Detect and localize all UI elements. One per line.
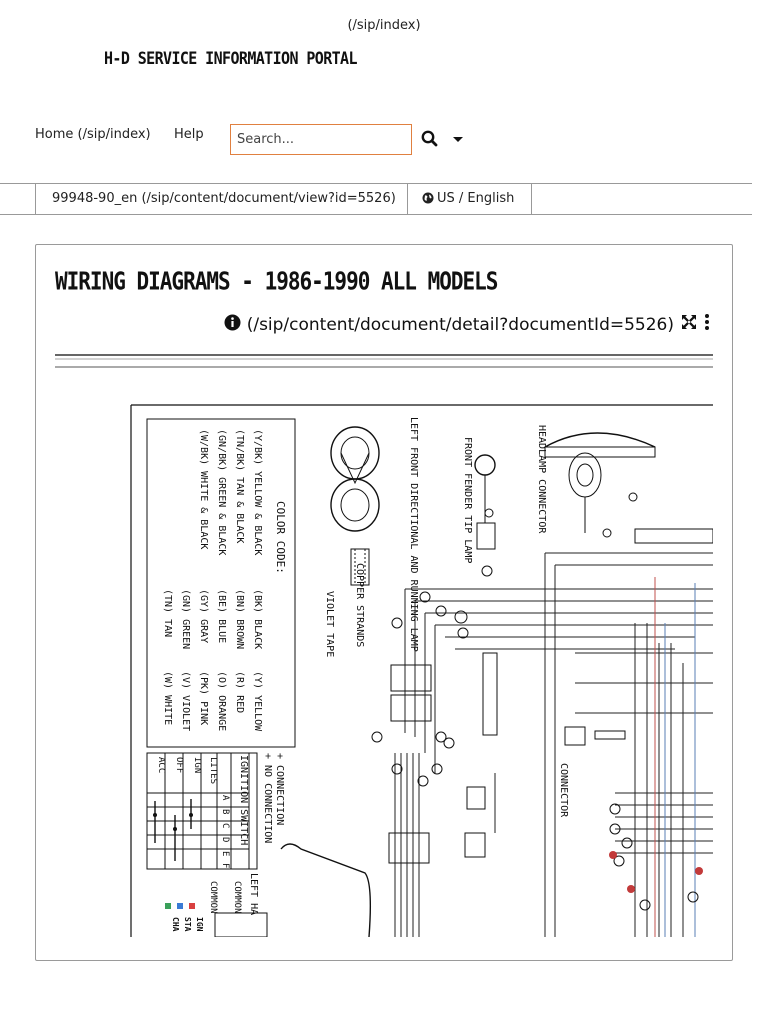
color-code-be — [216, 589, 227, 643]
svg-text:HEADLAMP CONNECTOR: HEADLAMP CONNECTOR — [536, 425, 547, 534]
common-label-2 — [208, 881, 218, 914]
portal-brand-title[interactable]: H-D SERVICE INFORMATION PORTAL — [104, 48, 357, 69]
ign-col-f — [220, 863, 230, 868]
svg-text:(BK) BLACK: (BK) BLACK — [252, 589, 263, 650]
color-code-1 — [252, 429, 263, 555]
svg-text:(PK) PINK: (PK) PINK — [198, 671, 209, 726]
svg-text:(O) ORANGE: (O) ORANGE — [216, 671, 227, 732]
headlamp — [545, 433, 713, 543]
front-fender-tip-label — [462, 437, 473, 563]
no-connection-label — [262, 753, 273, 843]
handlebar-lever — [281, 844, 370, 937]
color-code-4 — [198, 429, 209, 549]
switch-block — [467, 787, 485, 809]
color-code-3 — [216, 429, 227, 555]
svg-text:(BE) BLUE: (BE) BLUE — [216, 589, 227, 644]
copper-strands-label — [354, 563, 365, 647]
connector-label — [558, 763, 569, 818]
harness-clip — [483, 653, 497, 735]
red-terminal-1 — [609, 851, 617, 859]
search-input[interactable] — [230, 124, 412, 155]
svg-text:FRONT FENDER TIP LAMP: FRONT FENDER TIP LAMP — [462, 437, 473, 564]
color-code-tn — [162, 589, 173, 637]
svg-text:F: F — [220, 863, 230, 869]
svg-text:IGN: IGN — [195, 917, 204, 932]
svg-text:D: D — [220, 837, 230, 843]
svg-text:(TN/BK) TAN & BLACK: (TN/BK) TAN & BLACK — [234, 429, 245, 544]
svg-text:COMMON: COMMON — [232, 881, 242, 914]
svg-text:OFF: OFF — [174, 757, 184, 774]
left-handlebar-label — [248, 873, 259, 915]
svg-text:(GN) GREEN: (GN) GREEN — [180, 589, 191, 650]
svg-text:ACC: ACC — [156, 757, 166, 774]
svg-text:LEFT FRONT DIRECTIONAL AND RUN: LEFT FRONT DIRECTIONAL AND RUNNING LAMP — [408, 417, 419, 652]
red-terminal-3 — [695, 867, 703, 875]
svg-text:LITES: LITES — [208, 757, 218, 785]
sta-legend-label — [183, 917, 192, 932]
language-selector[interactable] — [407, 184, 532, 214]
svg-text:COMMON: COMMON — [208, 881, 218, 914]
ign-col-a — [220, 795, 230, 801]
document-bar — [0, 183, 752, 215]
svg-text:C: C — [220, 823, 230, 829]
ign-row-off — [174, 757, 184, 773]
svg-text:IGNITION SWITCH: IGNITION SWITCH — [238, 755, 249, 846]
svg-text:(R) RED: (R) RED — [234, 671, 245, 714]
panel-title: WIRING DIAGRAMS - 1986-1990 ALL MODELS — [55, 267, 498, 296]
document-detail-row — [224, 313, 710, 336]
svg-text:E: E — [220, 851, 230, 857]
color-code-bk — [252, 589, 263, 649]
svg-text:CONNECTOR: CONNECTOR — [558, 763, 569, 818]
ign-row-ign — [192, 757, 202, 773]
switch-housing-left — [215, 913, 267, 937]
document-detail-link[interactable]: (/sip/content/document/detail?documentId=5526) — [246, 314, 674, 335]
ign-col-e — [220, 851, 230, 856]
caret-down-icon[interactable] — [450, 128, 466, 150]
color-code-bn — [234, 589, 245, 649]
svg-text:STA: STA — [183, 917, 192, 932]
svg-text:+ NO CONNECTION: + NO CONNECTION — [262, 753, 273, 844]
vertical-ellipsis-icon[interactable] — [704, 313, 710, 336]
color-code-pk — [198, 671, 209, 725]
ign-row-acc — [156, 757, 166, 773]
svg-text:+ CONNECTION: + CONNECTION — [274, 753, 285, 826]
connection-label — [274, 753, 285, 825]
svg-text:CHA: CHA — [171, 917, 180, 932]
search-icon[interactable] — [420, 128, 440, 150]
red-terminal-2 — [627, 885, 635, 893]
ign-col-d — [220, 837, 230, 842]
cha-legend-label — [171, 917, 180, 932]
svg-text:LEFT HA: LEFT HA — [248, 873, 259, 916]
common-label-1 — [232, 881, 242, 914]
color-code-r — [234, 671, 245, 713]
svg-text:(GY) GRAY: (GY) GRAY — [198, 589, 209, 644]
color-code-w — [162, 671, 173, 725]
nav-home-link[interactable]: Home (/sip/index) — [35, 127, 151, 142]
language-label: US / English — [437, 191, 515, 206]
color-code-title — [274, 501, 287, 574]
color-code-o — [216, 671, 227, 731]
svg-text:(Y/BK) YELLOW & BLACK: (Y/BK) YELLOW & BLACK — [252, 429, 263, 556]
svg-text:COPPER STRANDS: COPPER STRANDS — [354, 563, 365, 648]
front-fender-tip-lamp — [475, 455, 495, 549]
connector-plug — [595, 731, 625, 739]
info-circle-icon[interactable] — [224, 314, 241, 336]
color-code-gn — [180, 589, 191, 649]
terminal-markers — [372, 493, 698, 910]
connector-block — [565, 727, 585, 745]
violet-tape-label — [324, 591, 335, 657]
svg-text:IGN: IGN — [192, 757, 202, 774]
nav-help-link[interactable]: Help — [174, 127, 204, 142]
ign-row-lites — [208, 757, 218, 784]
svg-text:VIOLET TAPE: VIOLET TAPE — [324, 591, 335, 658]
left-front-lamp-label — [408, 417, 419, 652]
ign-col-c — [220, 823, 230, 828]
left-front-lamp — [331, 427, 379, 585]
color-code-2 — [234, 429, 245, 543]
svg-text:(TN) TAN: (TN) TAN — [162, 589, 173, 638]
svg-text:COLOR CODE:: COLOR CODE: — [274, 501, 287, 574]
ignition-switch-label — [238, 755, 249, 845]
svg-text:(V) VIOLET: (V) VIOLET — [180, 671, 191, 732]
color-code-gy — [198, 589, 209, 643]
expand-icon[interactable] — [680, 313, 698, 336]
globe-icon — [422, 186, 434, 216]
ign-legend-label — [195, 917, 204, 932]
document-panel — [35, 244, 733, 961]
svg-text:A: A — [220, 795, 230, 801]
headlamp-connector-label — [536, 425, 547, 534]
svg-text:(W/BK) WHITE & BLACK: (W/BK) WHITE & BLACK — [198, 429, 209, 550]
svg-text:(W) WHITE: (W) WHITE — [162, 671, 173, 726]
svg-text:(BN) BROWN: (BN) BROWN — [234, 589, 245, 650]
switch-housing — [465, 833, 485, 857]
ign-legend-swatch — [189, 903, 195, 909]
svg-text:(Y) YELLOW: (Y) YELLOW — [252, 671, 263, 732]
document-view-link[interactable]: 99948-90_en (/sip/content/document/view?id=5526) — [35, 184, 407, 214]
color-code-y — [252, 671, 263, 732]
cha-legend-swatch — [165, 903, 171, 909]
wiring-diagram-image[interactable] — [55, 353, 713, 937]
svg-text:(GN/BK) GREEN & BLACK: (GN/BK) GREEN & BLACK — [216, 429, 227, 556]
color-code-v — [180, 671, 191, 731]
svg-text:B: B — [220, 809, 230, 815]
top-index-link[interactable]: (/sip/index) — [347, 18, 421, 33]
ign-col-b — [220, 809, 230, 814]
sta-legend-swatch — [177, 903, 183, 909]
